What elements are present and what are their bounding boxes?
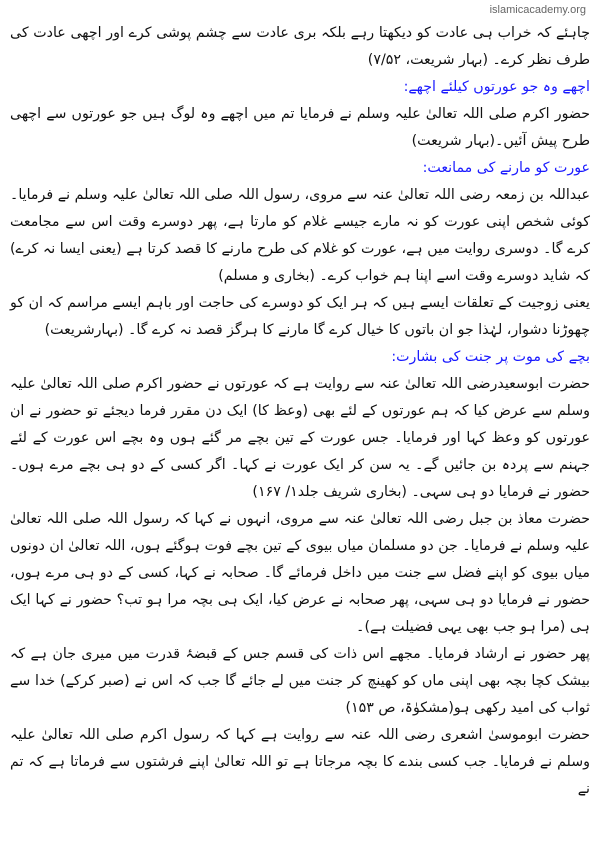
site-watermark: islamicacademy.org: [489, 4, 586, 16]
heading-no-hitting: عورت کو مارنے کی ممانعت:: [422, 160, 590, 176]
intro-paragraph: چاہئے کہ خراب ہی عادت کو دیکھتا رہے بلکہ بری عادت سے چشم پوشی کرے اور اچھی عادت کی طرف نظر کرے۔ (بہار شریعت، ۷/۵۲): [10, 25, 590, 68]
child-death-paragraph-4: حضرت ابوموسیٰ اشعری رضی اللہ عنہ سے روایت ہے کہا کہ رسول اکرم صلی اللہ تعالیٰ علیہ وسلم نے فرمایا۔ جب کسی بندے کا بچہ مرجاتا ہے تو اللہ تعالیٰ اپنے فرشتوں سے فرماتا ہے کہ تم نے: [10, 727, 590, 797]
heading-child-death: بچے کی موت پر جنت کی بشارت:: [391, 349, 590, 365]
child-death-paragraph-2: حضرت معاذ بن جبل رضی اللہ تعالیٰ عنہ سے مروی، انہوں نے کہا کہ رسول اللہ صلی اللہ تعالیٰ علیہ وسلم نے فرمایا۔ جن دو مسلمان میاں بیوی کے تین بچے فوت ہوگئے ہوں، اللہ تعالیٰ ان دونوں میاں بیوی کو اپنے فضل سے جنت میں داخل فرمائے گا۔ صحابہ نے کہا، کسی کے دو ہی مرے ہوں، حضور نے فرمایا دو ہی سہی، پھر صحابہ نے عرض کیا، ایک ہی بچہ مرا ہو تب؟ حضور نے کہا ایک ہی (مرا ہو جب بھی یہی فضیلت ہے)۔: [10, 511, 590, 635]
heading-good-men: اچھے وہ جو عورتوں کیلئے اچھے:: [403, 79, 590, 95]
child-death-paragraph-3: پھر حضور نے ارشاد فرمایا۔ مجھے اس ذات کی قسم جس کے قبضۂ قدرت میں میری جان ہے کہ بیشک کچا بچہ بھی اپنی ماں کو کھینچ کر جنت میں لے جائے گا جب کہ اس نے (صبر کرکے) خدا سے ثواب کی امید رکھی ہو(مشکوٰۃ، ص ۱۵۳): [10, 646, 590, 716]
good-men-paragraph: حضور اکرم صلی اللہ تعالیٰ علیہ وسلم نے فرمایا تم میں اچھے وہ لوگ ہیں جو عورتوں سے اچھی طرح پیش آئیں۔(بہار شریعت): [10, 106, 590, 149]
article-body: [10, 20, 590, 803]
no-hitting-paragraph-1: عبداللہ بن زمعہ رضی اللہ تعالیٰ عنہ سے مروی، رسول اللہ صلی اللہ تعالیٰ علیہ وسلم نے فرمایا۔ کوئی شخص اپنی عورت کو نہ مارے جیسے غلام کو مارتا ہے، پھر دوسرے وقت اس سے مجامعت کرے گا۔ دوسری روایت میں ہے، عورت کو غلام کی طرح مارنے کا قصد کرتا ہے (یعنی ایسا نہ کرے) کہ شاید دوسرے وقت اسے اپنا ہم خواب کرے۔ (بخاری و مسلم): [10, 187, 590, 284]
no-hitting-paragraph-2: یعنی زوجیت کے تعلقات ایسے ہیں کہ ہر ایک کو دوسرے کی حاجت اور باہم ایسے مراسم کہ ان کو چھوڑنا دشوار، لہٰذا جو ان باتوں کا خیال کرے گا مارنے کا ہرگز قصد نہ کرے گا۔ (بہارشریعت): [10, 295, 590, 338]
child-death-paragraph-1: حضرت ابوسعیدرضی اللہ تعالیٰ عنہ سے روایت ہے کہ عورتوں نے حضور اکرم صلی اللہ تعالیٰ علیہ وسلم سے عرض کیا کہ ہم عورتوں کے لئے بھی (وعظ کا) ایک دن مقرر فرما دیجئے تو حضور نے ان عورتوں کو وعظ کہا اور فرمایا۔ جس عورت کے تین بچے مر گئے ہوں وہ بچے اس عورت کے لئے جہنم سے پردہ بن جائیں گے۔ یہ سن کر ایک عورت نے کہا۔ اگر کسی کے دو ہی بچے مرے ہوں۔ حضور نے فرمایا دو ہی سہی۔ (بخاری شریف جلد۱/ ۱۶۷): [10, 376, 590, 500]
